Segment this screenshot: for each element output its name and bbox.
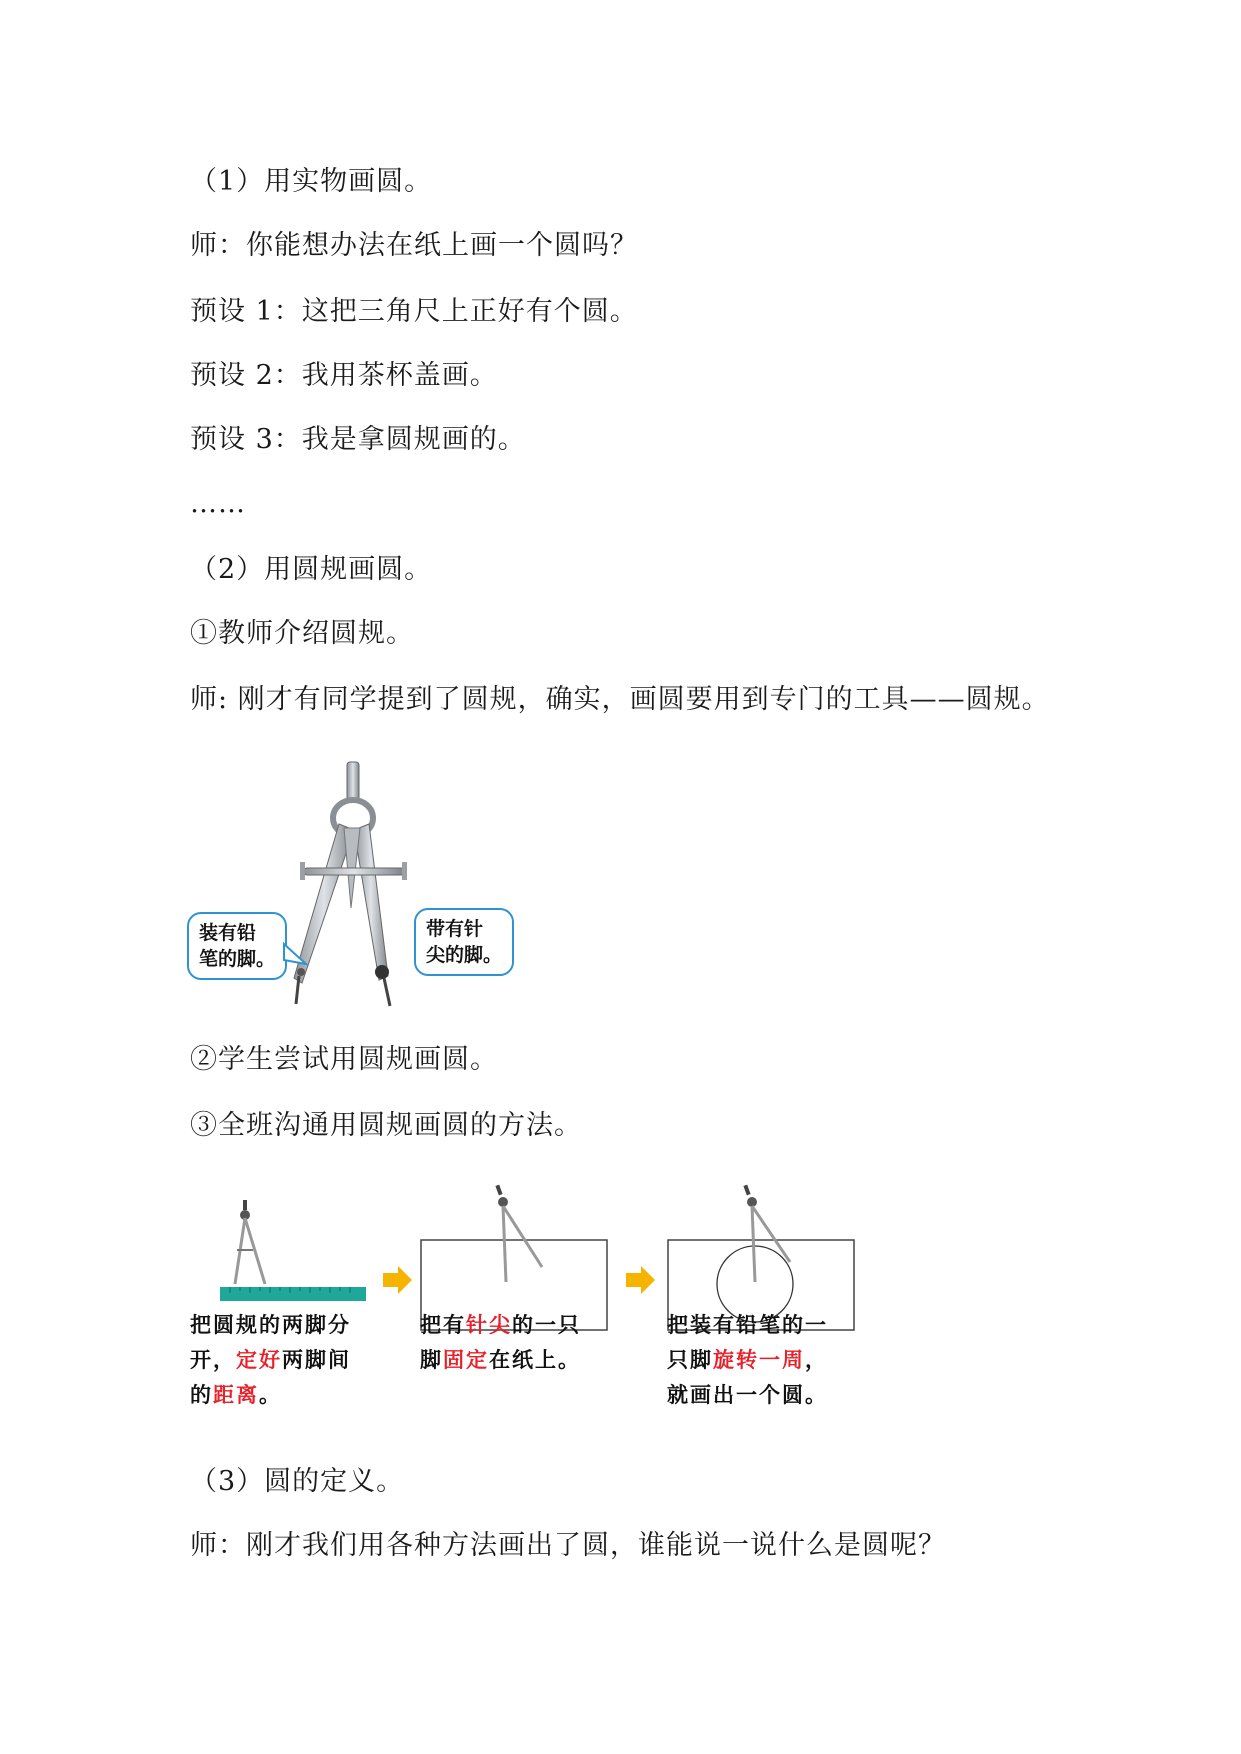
step3-line2-c: ， [805,1348,828,1372]
step1-line3-a: 的 [190,1383,213,1407]
teacher-definition-question: 师：刚才我们用各种方法画出了圆，谁能说一说什么是圆呢？ [190,1530,946,1561]
step1-highlight-distance: 距离 [213,1383,259,1407]
compass-open-icon [235,1200,265,1284]
step3-highlight-rotate: 旋转一周 [713,1348,805,1372]
step-class-discuss: ③全班沟通用圆规画圆的方法。 [190,1110,582,1141]
ruler [220,1287,366,1301]
needle-leg-callout [414,908,514,976]
step3-caption [667,1308,828,1413]
step2-line2-a: 脚 [420,1348,443,1372]
heading-circle-definition: （3）圆的定义。 [190,1466,405,1497]
step1-line1: 把圆规的两脚分 [190,1313,351,1337]
needle-leg-callout-line1: 带有针 [426,918,484,940]
step1-line2-a: 开， [190,1348,236,1372]
step3-line2-a: 只脚 [667,1348,713,1372]
compass-steps-figure [190,1180,890,1430]
pencil-leg-callout-line1: 装有铅 [199,922,257,944]
teacher-compass-intro: 师: 刚才有同学提到了圆规，确实，画圆要用到专门的工具——圆规。 [190,684,1050,715]
arrow-right-icon [626,1266,655,1294]
steps-illustrations [190,1180,890,1320]
heading-draw-with-compass: （2）用圆规画圆。 [190,554,433,585]
step1-caption [190,1308,351,1413]
step2-line1-a: 把有 [420,1313,466,1337]
ellipsis: …… [190,488,246,519]
step2-line2 [420,1343,581,1378]
step2-highlight-fixed: 固定 [443,1348,489,1372]
answer-preset-2: 预设 2：我用茶杯盖画。 [190,360,498,391]
step1-line3 [190,1378,351,1413]
answer-preset-3: 预设 3：我是拿圆规画的。 [190,424,526,455]
step-students-try: ②学生尝试用圆规画圆。 [190,1044,498,1075]
needle-leg-callout-line2: 尖的脚。 [426,944,503,966]
answer-preset-1: 预设 1：这把三角尺上正好有个圆。 [190,296,638,327]
step-intro-compass: ①教师介绍圆规。 [190,618,414,649]
arrow-right-icon [383,1266,412,1294]
step1-line3-c: 。 [259,1383,282,1407]
step2-line1 [420,1308,581,1343]
step1-line2 [190,1343,351,1378]
step2-highlight-needle: 针尖 [466,1313,512,1337]
heading-draw-with-objects: （1）用实物画圆。 [190,166,433,197]
step3-line1: 把装有铅笔的一 [667,1313,828,1337]
compass-figure [184,758,524,1008]
pencil-leg-callout [187,912,287,980]
pencil-leg-callout-pointer [284,936,324,976]
step3-line2 [667,1343,828,1378]
teacher-question: 师：你能想办法在纸上画一个圆吗？ [190,230,638,261]
step2-caption [420,1308,581,1378]
step1-line2-c: 两脚间 [282,1348,351,1372]
pencil-leg-callout-line2: 笔的脚。 [199,948,276,970]
step2-line2-c: 在纸上。 [489,1348,581,1372]
step2-line1-c: 的一只 [512,1313,581,1337]
step3-line3: 就画出一个圆。 [667,1383,828,1407]
step1-highlight-fix: 定好 [236,1348,282,1372]
